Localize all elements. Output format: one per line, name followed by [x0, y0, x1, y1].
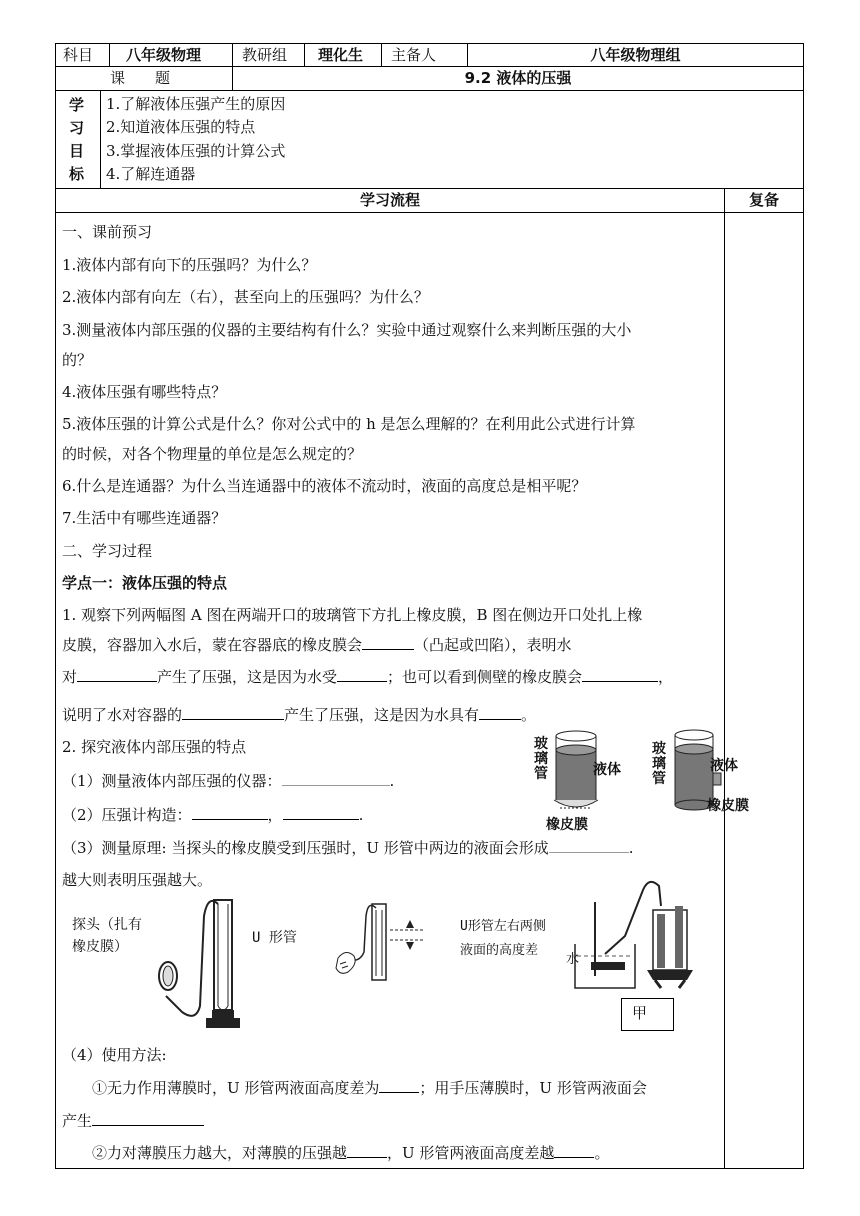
review-title: 复备 [748, 191, 779, 209]
objectives-label-1: 学 [69, 96, 85, 114]
objective-item: 3.掌握液体压强的计算公式 [106, 142, 286, 160]
preview-q5-cont: 的时候，对各个物理量的单位是怎么规定的？ [62, 445, 363, 463]
process-heading: 二、学习过程 [62, 542, 153, 560]
p2-item1: （1）测量液体内部压强的仪器： . [62, 772, 395, 790]
p2-item3-cont: 越大则表明压强越大。 [62, 871, 213, 889]
objective-item: 2.知道液体压强的特点 [106, 118, 256, 136]
fig-b-label-membrane: 橡皮膜 [707, 798, 749, 814]
preview-q3-cont: 的？ [62, 351, 93, 369]
preview-q2: 2.液体内部有向左（右），甚至向上的压强吗？为什么？ [62, 288, 429, 306]
p2-item4: （4）使用方法: [62, 1046, 167, 1064]
objectives-label-2: 习 [69, 119, 85, 137]
preparer-value: 八年级物理组 [590, 46, 681, 64]
height-diff-label: U形管左右两侧 液面的高度差 [460, 919, 546, 958]
fig-b-label-glass: 玻 璃 管 [652, 741, 666, 787]
jia-label: 甲 [632, 1004, 648, 1022]
fig-a-label-membrane: 橡皮膜 [546, 817, 588, 833]
flow-title: 学习流程 [359, 191, 420, 209]
group-value: 理化生 [318, 46, 364, 64]
p1-line1: 1. 观察下列两幅图 A 图在两端开口的玻璃管下方扎上橡皮膜，B 图在侧边开口处扎上橡 [62, 606, 643, 624]
preview-q6: 6.什么是连通器？为什么当连通器中的液体不流动时，液面的高度总是相平呢？ [62, 477, 587, 495]
preview-q3: 3.测量液体内部压强的仪器的主要结构有什么？实验中通过观察什么来判断压强的大小 [62, 321, 632, 339]
preview-q7: 7.生活中有哪些连通器？ [62, 509, 227, 527]
probe-label: 探头（扎有 橡皮膜） [72, 917, 142, 955]
p2-item2: （2）压强计构造： ， . [62, 806, 364, 824]
p2-item3: （3）测量原理: 当探头的橡皮膜受到压强时，U 形管中两边的液面会形成 . [62, 839, 634, 857]
p2-heading: 2. 探究液体内部压强的特点 [62, 738, 247, 756]
objectives-label-3: 目 [69, 142, 85, 160]
p1-line3: 对 产生了压强，这是因为水受 ；也可以看到侧壁的橡皮膜会 ， [62, 668, 674, 686]
point1-heading: 学点一：液体压强的特点 [62, 574, 228, 592]
p1-line4: 说明了水对容器的 产生了压强，这是因为水具有 。 [62, 706, 537, 724]
topic-label: 课 题 [110, 69, 171, 87]
fig-a-label-liquid: 液体 [593, 762, 621, 778]
u-tube-label: U 形管 [252, 930, 297, 946]
usage-line1: ①无力作用薄膜时，U 形管两液面高度差为 ；用手压薄膜时，U 形管两液面会 [92, 1079, 647, 1097]
preview-heading: 一、课前预习 [62, 223, 153, 241]
objective-item: 4.了解连通器 [106, 165, 196, 183]
p1-line2: 皮膜，容器加入水后，蒙在容器底的橡皮膜会 （凸起或凹陷），表明水 [62, 636, 572, 654]
topic-title: 9.2 液体的压强 [464, 69, 572, 87]
group-label: 教研组 [242, 46, 288, 64]
objectives-label-4: 标 [69, 165, 85, 183]
fig-b-label-liquid: 液体 [710, 758, 738, 774]
subject-value: 八年级物理 [126, 46, 202, 64]
usage-line3: ②力对薄膜压力越大，对薄膜的压强越 ，U 形管两液面高度差越 。 [92, 1144, 610, 1162]
water-label: 水 [566, 952, 580, 967]
usage-line2: 产生 [62, 1111, 204, 1131]
preview-q1: 1.液体内部有向下的压强吗？为什么？ [62, 256, 317, 274]
fig-a-label-glass: 玻 璃 管 [534, 736, 548, 782]
preparer-label: 主备人 [391, 46, 437, 64]
gauge-figure-1 [152, 896, 248, 1034]
jia-box [621, 998, 674, 1031]
gauge-figure-2 [332, 900, 428, 986]
gauge-figure-3 [565, 876, 695, 994]
preview-q5: 5.液体压强的计算公式是什么？你对公式中的 h 是怎么理解的？在利用此公式进行计算 [62, 415, 636, 433]
preview-q4: 4.液体压强有哪些特点？ [62, 383, 227, 401]
objective-item: 1.了解液体压强产生的原因 [106, 95, 286, 113]
subject-label: 科目 [63, 46, 94, 64]
